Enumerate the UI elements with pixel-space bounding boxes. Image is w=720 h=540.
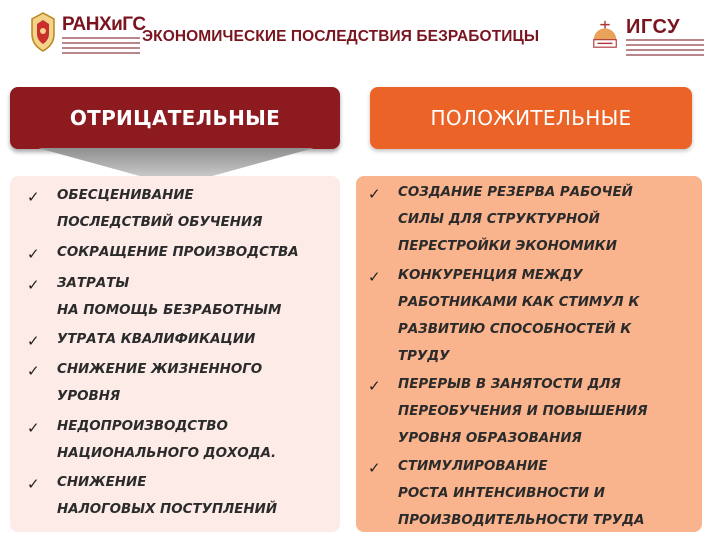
positive-item-line: СОЗДАНИЕ РЕЗЕРВА РАБОЧЕЙ <box>398 185 633 200</box>
negative-item-line: ПОСЛЕДСТВИЙ ОБУЧЕНИЯ <box>57 215 263 230</box>
positive-item-line: РАЗВИТИЮ СПОСОБНОСТЕЙ К <box>398 322 632 337</box>
negative-item-line: ОБЕСЦЕНИВАНИЕ <box>57 188 194 203</box>
logo-right-name: ИГСУ <box>626 16 681 38</box>
negative-item-line: ЗАТРАТЫ <box>57 276 130 291</box>
igsu-logo <box>590 12 702 58</box>
checkmark-icon: ✓ <box>27 245 40 263</box>
checkmark-icon: ✓ <box>27 475 40 493</box>
checkmark-icon: ✓ <box>27 419 40 437</box>
positive-item-line: ПЕРЕСТРОЙКИ ЭКОНОМИКИ <box>398 239 617 254</box>
positive-item-line: СТИМУЛИРОВАНИЕ <box>398 459 548 474</box>
negative-item-line: НЕДОПРОИЗВОДСТВО <box>57 419 228 434</box>
ranepa-emblem-icon <box>28 12 58 52</box>
checkmark-icon: ✓ <box>368 459 381 477</box>
negative-item-line: НАЛОГОВЫХ ПОСТУПЛЕНИЙ <box>57 502 278 517</box>
negative-heading: ОТРИЦАТЕЛЬНЫЕ <box>10 87 340 149</box>
logo-right-subtitle <box>626 39 704 59</box>
checkmark-icon: ✓ <box>368 268 381 286</box>
negative-item-line: СНИЖЕНИЕ <box>57 475 147 490</box>
positive-item-line: ПЕРЕРЫВ В ЗАНЯТОСТИ ДЛЯ <box>398 377 621 392</box>
checkmark-icon: ✓ <box>27 188 40 206</box>
positive-item-line: СИЛЫ ДЛЯ СТРУКТУРНОЙ <box>398 212 600 227</box>
negative-item-line: СОКРАЩЕНИЕ ПРОИЗВОДСТВА <box>57 245 299 260</box>
logo-left-subtitle <box>62 37 140 57</box>
checkmark-icon: ✓ <box>27 332 40 350</box>
checkmark-icon: ✓ <box>368 185 381 203</box>
negative-item-line: УТРАТА КВАЛИФИКАЦИИ <box>57 332 256 347</box>
checkmark-icon: ✓ <box>27 276 40 294</box>
positive-item-line: РАБОТНИКАМИ КАК СТИМУЛ К <box>398 295 640 310</box>
positive-item-line: УРОВНЯ ОБРАЗОВАНИЯ <box>398 431 582 446</box>
ranepa-logo <box>28 10 146 56</box>
igsu-emblem-icon <box>590 14 620 54</box>
positive-item-line: ТРУДУ <box>398 349 450 364</box>
logo-left-name: РАНХиГС <box>62 14 146 35</box>
positive-item-line: ПРОИЗВОДИТЕЛЬНОСТИ ТРУДА <box>398 513 645 528</box>
page-title: ЭКОНОМИЧЕСКИЕ ПОСЛЕДСТВИЯ БЕЗРАБОТИЦЫ <box>142 28 540 45</box>
negative-item-line: НА ПОМОЩЬ БЕЗРАБОТНЫМ <box>57 303 282 318</box>
positive-item-line: КОНКУРЕНЦИЯ МЕЖДУ <box>398 268 583 283</box>
checkmark-icon: ✓ <box>27 362 40 380</box>
negative-item-line: УРОВНЯ <box>57 389 121 404</box>
positive-heading: ПОЛОЖИТЕЛЬНЫЕ <box>370 87 692 149</box>
checkmark-icon: ✓ <box>368 377 381 395</box>
positive-item-line: РОСТА ИНТЕНСИВНОСТИ И <box>398 486 605 501</box>
positive-item-line: ПЕРЕОБУЧЕНИЯ И ПОВЫШЕНИЯ <box>398 404 648 419</box>
negative-item-line: НАЦИОНАЛЬНОГО ДОХОДА. <box>57 446 277 461</box>
negative-item-line: СНИЖЕНИЕ ЖИЗНЕННОГО <box>57 362 263 377</box>
